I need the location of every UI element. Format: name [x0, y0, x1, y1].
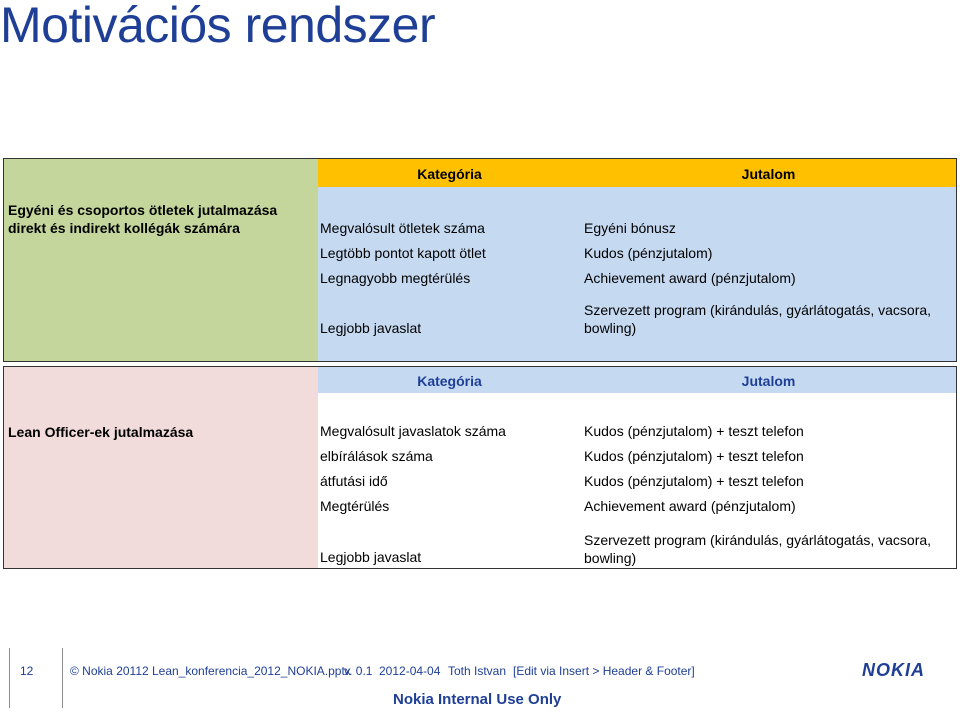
footer-version: v. 0.1: [344, 664, 373, 678]
section1-reward-cell: [581, 187, 957, 362]
section2-category-5: Legjobb javaslat: [320, 549, 422, 565]
footer-author: Toth Istvan: [448, 664, 507, 678]
section1-header-reward: Jutalom: [581, 158, 957, 188]
section2-category-1: Megvalósult javaslatok száma: [320, 423, 506, 439]
section1-reward-1: Egyéni bónusz: [584, 220, 676, 236]
section1-left-text: Egyéni és csoportos ötletek jutalmazása direkt és indirekt kollégák számára: [8, 202, 278, 236]
section1-reward-3: Achievement award (pénzjutalom): [584, 270, 796, 286]
section2-category-4: Megtérülés: [320, 498, 390, 514]
section1-reward-2: Kudos (pénzjutalom): [584, 245, 713, 261]
footer-divider-left: [9, 648, 10, 708]
section2-left-text: Lean Officer-ek jutalmazása: [8, 424, 194, 440]
section2-category-3: átfutási idő: [320, 473, 388, 489]
section1-category-1: Megvalósult ötletek száma: [320, 220, 485, 236]
section2-reward-2: Kudos (pénzjutalom) + teszt telefon: [584, 448, 804, 464]
footer-divider-mid: [62, 648, 63, 708]
section2-reward-cell: [581, 393, 957, 569]
section1-category-cell: [318, 187, 582, 362]
footer-copyright: © Nokia 20112 Lean_konferencia_2012_NOKIA.pptx: [70, 664, 351, 678]
page-title: Motivációs rendszer: [0, 0, 436, 53]
section1-left-cell: [3, 158, 319, 362]
section2-reward-4: Achievement award (pénzjutalom): [584, 498, 796, 514]
nokia-logo: NOKIA: [862, 660, 925, 680]
section1-header-category: Kategória: [318, 158, 582, 188]
section2-category-2: elbírálások száma: [320, 448, 433, 464]
section1-category-3: Legnagyobb megtérülés: [320, 270, 471, 286]
section2-reward-5: Szervezett program (kirándulás, gyárlátogatás, vacsora, bowling): [584, 532, 932, 566]
section2-category-cell: [318, 393, 582, 569]
internal-use-label: Nokia Internal Use Only: [393, 691, 562, 708]
section2-header-category: Kategória: [318, 366, 582, 394]
section2-reward-1: Kudos (pénzjutalom) + teszt telefon: [584, 423, 804, 439]
section1-reward-4: Szervezett program (kirándulás, gyárlátogatás, vacsora, bowling): [584, 302, 932, 336]
page-number: 12: [20, 664, 34, 678]
section1-category-2: Legtöbb pontot kapott ötlet: [320, 245, 486, 261]
section2-reward-3: Kudos (pénzjutalom) + teszt telefon: [584, 473, 804, 489]
section1-category-4: Legjobb javaslat: [320, 320, 422, 336]
section2-left-cell: [3, 366, 319, 569]
footer-date: 2012-04-04: [379, 664, 441, 678]
footer-edit-hint: [Edit via Insert > Header & Footer]: [513, 664, 695, 678]
section2-header-reward: Jutalom: [581, 366, 957, 394]
